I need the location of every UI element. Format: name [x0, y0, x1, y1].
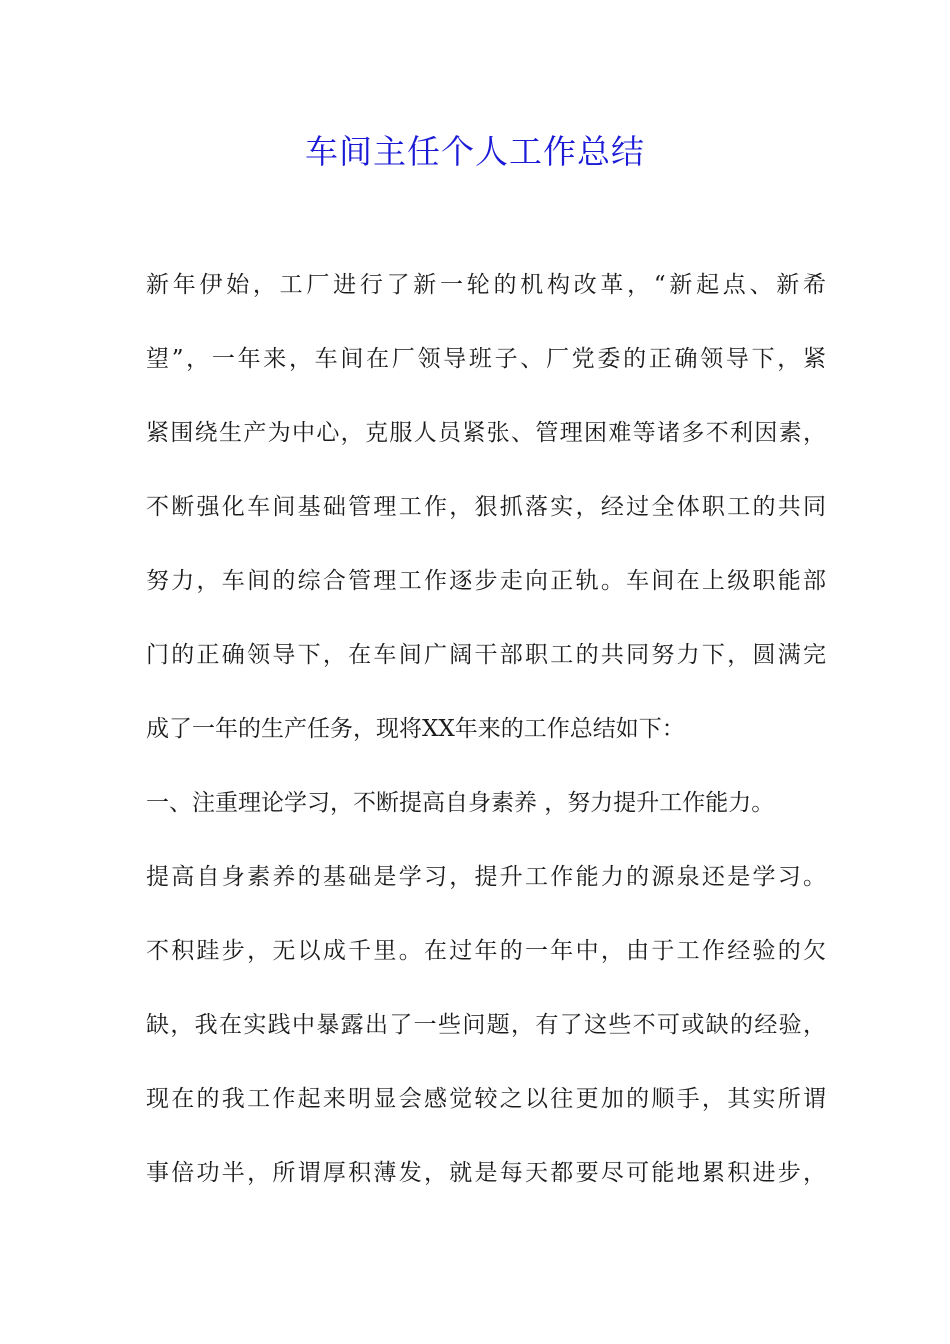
body-line: 现在的我工作起来明显会感觉较之以往更加的顺手，其实所谓: [146, 1086, 826, 1112]
document-title: 车间主任个人工作总结: [305, 132, 645, 171]
body-line: 努力，车间的综合管理工作逐步走向正轨。车间在上级职能部: [146, 568, 826, 594]
body-line: 不积跬步，无以成千里。在过年的一年中，由于工作经验的欠: [146, 938, 826, 964]
body-line: 事倍功半，所谓厚积薄发，就是每天都要尽可能地累积进步，: [146, 1160, 826, 1186]
body-line: 望”，一年来，车间在厂领导班子、厂党委的正确领导下，紧: [146, 346, 826, 372]
body-line: 门的正确领导下，在车间广阔干部职工的共同努力下，圆满完: [146, 642, 826, 668]
body-line: 成了一年的生产任务，现将XX年来的工作总结如下：: [146, 716, 685, 742]
body-line: 紧围绕生产为中心，克服人员紧张、管理困难等诸多不利因素，: [146, 420, 826, 446]
body-line: 提高自身素养的基础是学习，提升工作能力的源泉还是学习。: [146, 864, 826, 890]
section-heading: 一、注重理论学习，不断提高自身素养 ，努力提升工作能力。: [146, 790, 775, 816]
body-line: 缺，我在实践中暴露出了一些问题，有了这些不可或缺的经验，: [146, 1012, 826, 1038]
body-line: 新年伊始，工厂进行了新一轮的机构改革，“新起点、新希: [146, 272, 826, 298]
body-line: 不断强化车间基础管理工作，狠抓落实，经过全体职工的共同: [146, 494, 826, 520]
